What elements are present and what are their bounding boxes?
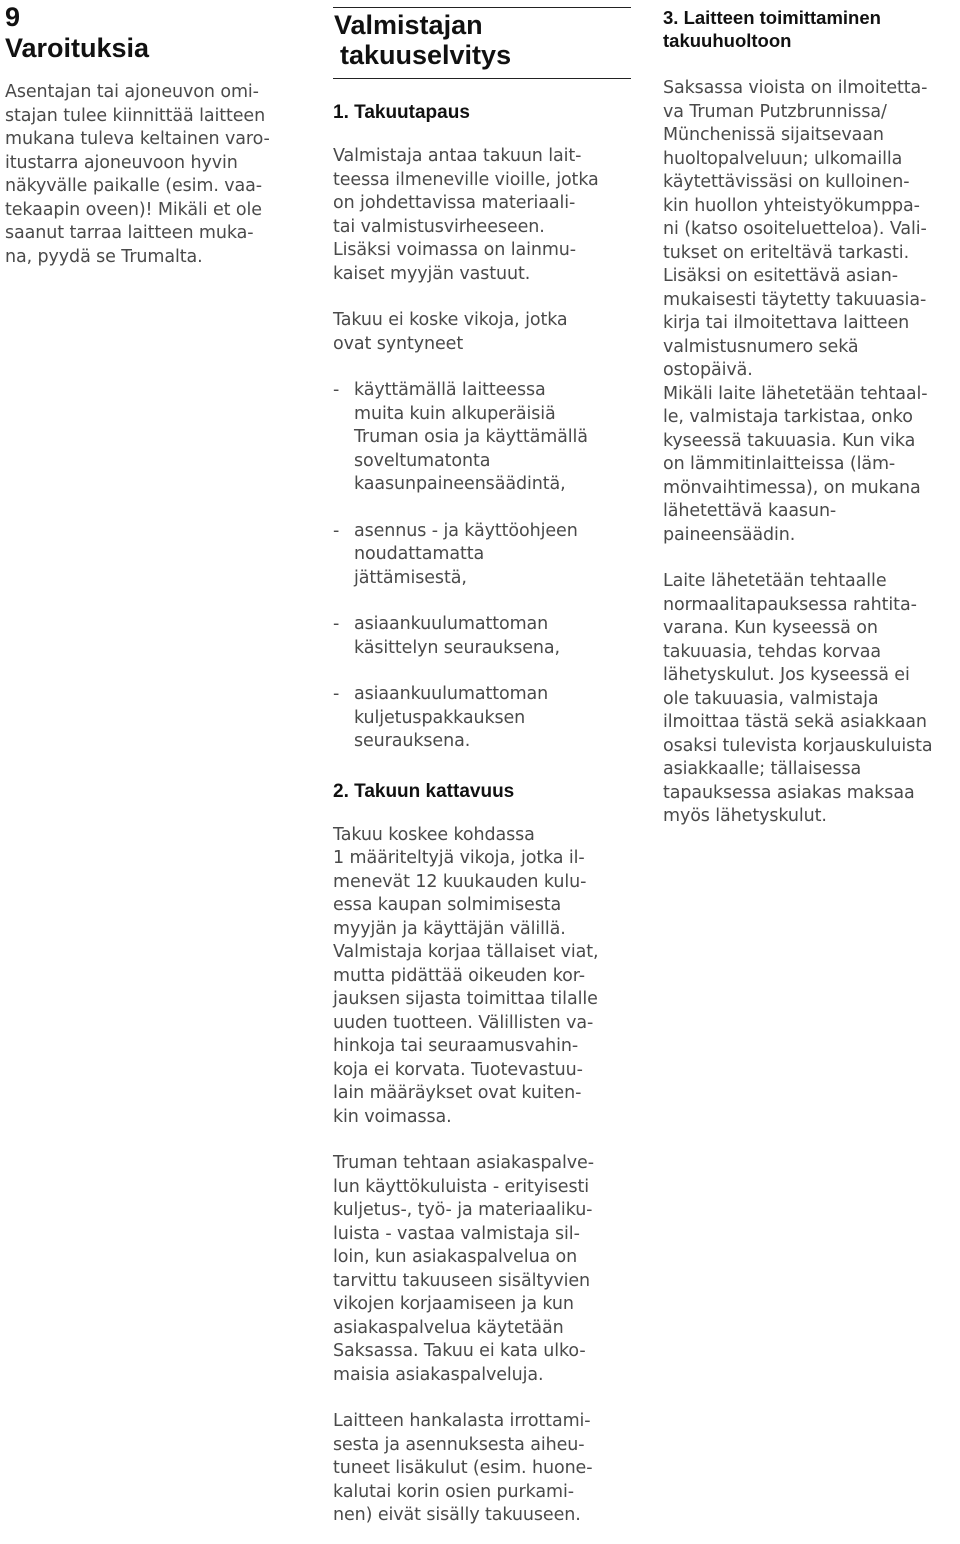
paragraph	[333, 145, 631, 286]
text-line: va Truman Putzbrunnissa/	[663, 101, 887, 122]
text-line: näkyvälle paikalle (esim. vaa-	[5, 176, 262, 196]
text-line: Asentajan tai ajoneuvon omi-	[5, 82, 259, 102]
service-column	[663, 0, 960, 829]
paragraph	[663, 570, 960, 829]
text-line: asiakkaalle; tällaisessa	[663, 759, 862, 779]
paragraph	[333, 309, 631, 356]
text-line: mönvaihtimessa), on mukana	[663, 477, 921, 498]
text-line: tapauksessa asiakas maksaa	[663, 782, 915, 803]
text-line: Münchenissä sijaitsevaan	[663, 125, 884, 145]
section-number: 9	[5, 2, 21, 32]
text-line: itustarra ajoneuvoon hyvin	[5, 152, 238, 173]
list-item	[333, 379, 631, 497]
text-line: uuden tuotteen. Välillisten va-	[333, 1012, 594, 1033]
text-line: loin, kun asiakaspalvelua on	[333, 1247, 578, 1267]
text-line: na, pyydä se Trumalta.	[5, 246, 203, 267]
text-line: Valmistaja antaa takuun lait-	[333, 146, 582, 166]
text-line: Takuu koskee kohdassa	[333, 824, 535, 845]
text-line: asiaankuulumattoman	[354, 614, 549, 634]
text-line: tarvittu takuuseen sisältyvien	[333, 1270, 591, 1291]
text-line: käytettävissäsi on kulloinen-	[663, 172, 910, 192]
text-line: Truman osia ja käyttämällä	[354, 427, 588, 447]
heading-line: 3. Laitteen toimittaminen	[663, 7, 881, 28]
text-line: vikojen korjaamiseen ja kun	[333, 1294, 574, 1314]
text-line: huoltopalveluun; ulkomailla	[663, 148, 903, 169]
paragraph	[333, 1152, 631, 1387]
section-title: Varoituksia	[5, 33, 150, 63]
text-line: myyjän ja käyttäjän välillä.	[333, 918, 566, 939]
section-heading-2: 2. Takuun kattavuus	[333, 780, 515, 802]
text-line: luista - vastaa valmistaja sil-	[333, 1223, 580, 1244]
text-line: Saksassa vioista on ilmoitetta-	[663, 78, 928, 98]
list-dash: -	[333, 614, 340, 634]
text-line: kuljetuspakkauksen	[354, 707, 526, 728]
section-heading-1: 1. Takuutapaus	[333, 102, 470, 123]
text-line: essa kaupan solmimisesta	[333, 895, 562, 915]
text-line: Truman tehtaan asiakaspalve-	[333, 1153, 594, 1173]
page-title	[333, 10, 631, 70]
text-line: stajan tulee kiinnittää laitteen	[5, 105, 266, 126]
text-line: maisia asiakaspalveluja.	[333, 1364, 544, 1385]
warranty-column	[333, 0, 631, 1528]
text-line: paineensäädin.	[663, 524, 796, 545]
text-line: käsittelyn seurauksena,	[354, 637, 560, 658]
text-line: varana. Kun kyseessä on	[663, 618, 878, 638]
text-line: lähetyskulut. Jos kyseessä ei	[663, 665, 910, 685]
list-item	[333, 683, 631, 754]
list-dash: -	[333, 520, 340, 541]
text-line: käyttämällä laitteessa	[354, 380, 546, 400]
text-line: kin voimassa.	[333, 1106, 452, 1127]
text-line: lähetettävä kaasun-	[663, 501, 837, 521]
bottom-rule	[333, 78, 631, 79]
text-line: tukset on eriteltävä tarkasti.	[663, 242, 910, 263]
list-dash: -	[333, 684, 340, 704]
paragraph	[333, 824, 631, 1130]
text-line: lain määräykset ovat kuiten-	[333, 1083, 582, 1103]
text-line: le, valmistaja tarkistaa, onko	[663, 407, 913, 427]
section-heading-3	[663, 6, 960, 52]
text-line: teessa ilmeneville vioille, jotka	[333, 169, 599, 190]
text-line: tuneet lisäkulut (esim. huone-	[333, 1458, 593, 1478]
text-line: jauksen sijasta toimittaa tilalle	[333, 989, 598, 1009]
text-line: on johdettavissa materiaali-	[333, 193, 576, 213]
text-line: asiakaspalvelua käytetään	[333, 1317, 564, 1338]
text-line: lun käyttökuluista - erityisesti	[333, 1176, 590, 1197]
text-line: kalutai korin osien purkami-	[333, 1481, 574, 1502]
text-line: kin huollon yhteistyökumppa-	[663, 195, 920, 216]
text-line: muita kuin alkuperäisiä	[354, 403, 556, 424]
text-line: tekaapin oveen)! Mikäli et ole	[5, 199, 262, 220]
text-line: takuuasia, tehdas korvaa	[663, 641, 881, 662]
paragraph	[333, 1410, 631, 1528]
text-line: ni (katso osoiteluetteloa). Vali-	[663, 219, 927, 239]
text-line: seurauksena.	[354, 731, 471, 751]
text-line: menevät 12 kuukauden kulu-	[333, 871, 587, 892]
warning-paragraph	[5, 81, 295, 269]
text-line: on lämmitinlaitteissa (läm-	[663, 454, 896, 474]
text-line: Lisäksi voimassa on lainmu-	[333, 240, 577, 260]
title-line: takuuselvitys	[340, 40, 512, 70]
text-line: hinkoja tai seuraamusvahin-	[333, 1036, 579, 1056]
paragraph	[663, 77, 960, 547]
text-line: mutta pidättää oikeuden kor-	[333, 965, 585, 986]
text-line: myös lähetyskulut.	[663, 806, 827, 826]
text-line: kuljetus-, työ- ja materiaaliku-	[333, 1200, 593, 1220]
text-line: noudattamatta	[354, 544, 485, 564]
text-line: koja ei korvata. Tuotevastuu-	[333, 1059, 583, 1080]
text-line: Mikäli laite lähetetään tehtaal-	[663, 383, 928, 404]
heading-line: takuuhuoltoon	[663, 30, 792, 51]
text-line: ilmoittaa tästä sekä asiakkaan	[663, 712, 927, 732]
text-line: saanut tarraa laitteen muka-	[5, 223, 254, 243]
text-line: ovat syntyneet	[333, 333, 464, 354]
text-line: asennus - ja käyttöohjeen	[354, 520, 578, 541]
list-item	[333, 613, 631, 660]
text-line: jättämisestä,	[354, 567, 467, 588]
text-line: Laitteen hankalasta irrottami-	[333, 1411, 591, 1431]
text-line: mukaisesti täytetty takuuasia-	[663, 289, 927, 310]
text-line: Takuu ei koske vikoja, jotka	[333, 310, 568, 330]
text-line: Valmistaja korjaa tällaiset viat,	[333, 942, 599, 962]
text-line: nen) eivät sisälly takuuseen.	[333, 1505, 581, 1525]
text-line: osaksi tulevista korjauskuluista	[663, 735, 933, 756]
text-line: kyseessä takuuasia. Kun vika	[663, 430, 916, 451]
text-line: ole takuuasia, valmistaja	[663, 688, 879, 709]
text-line: Saksassa. Takuu ei kata ulko-	[333, 1341, 586, 1361]
text-line: 1 määriteltyjä vikoja, jotka il-	[333, 848, 585, 868]
text-line: tai valmistusvirheeseen.	[333, 216, 545, 237]
text-line: normaalitapauksessa rahtita-	[663, 594, 917, 615]
title-line: Valmistajan	[334, 10, 483, 40]
list-item	[333, 520, 631, 591]
text-line: soveltumatonta	[354, 450, 491, 471]
text-line: Lisäksi on esitettävä asian-	[663, 266, 898, 286]
text-line: sesta ja asennuksesta aiheu-	[333, 1434, 585, 1455]
text-line: Laite lähetetään tehtaalle	[663, 571, 887, 591]
text-line: ostopäivä.	[663, 360, 753, 380]
warnings-column	[5, 0, 295, 269]
text-line: kaasunpaineensäädintä,	[354, 474, 566, 494]
text-line: kaiset myyjän vastuut.	[333, 263, 531, 284]
text-line: mukana tuleva keltainen varo-	[5, 129, 270, 149]
text-line: valmistusnumero sekä	[663, 336, 859, 357]
list-dash: -	[333, 380, 340, 400]
top-rule	[333, 7, 631, 8]
text-line: kirja tai ilmoitettava laitteen	[663, 313, 910, 333]
text-line: asiaankuulumattoman	[354, 684, 549, 704]
